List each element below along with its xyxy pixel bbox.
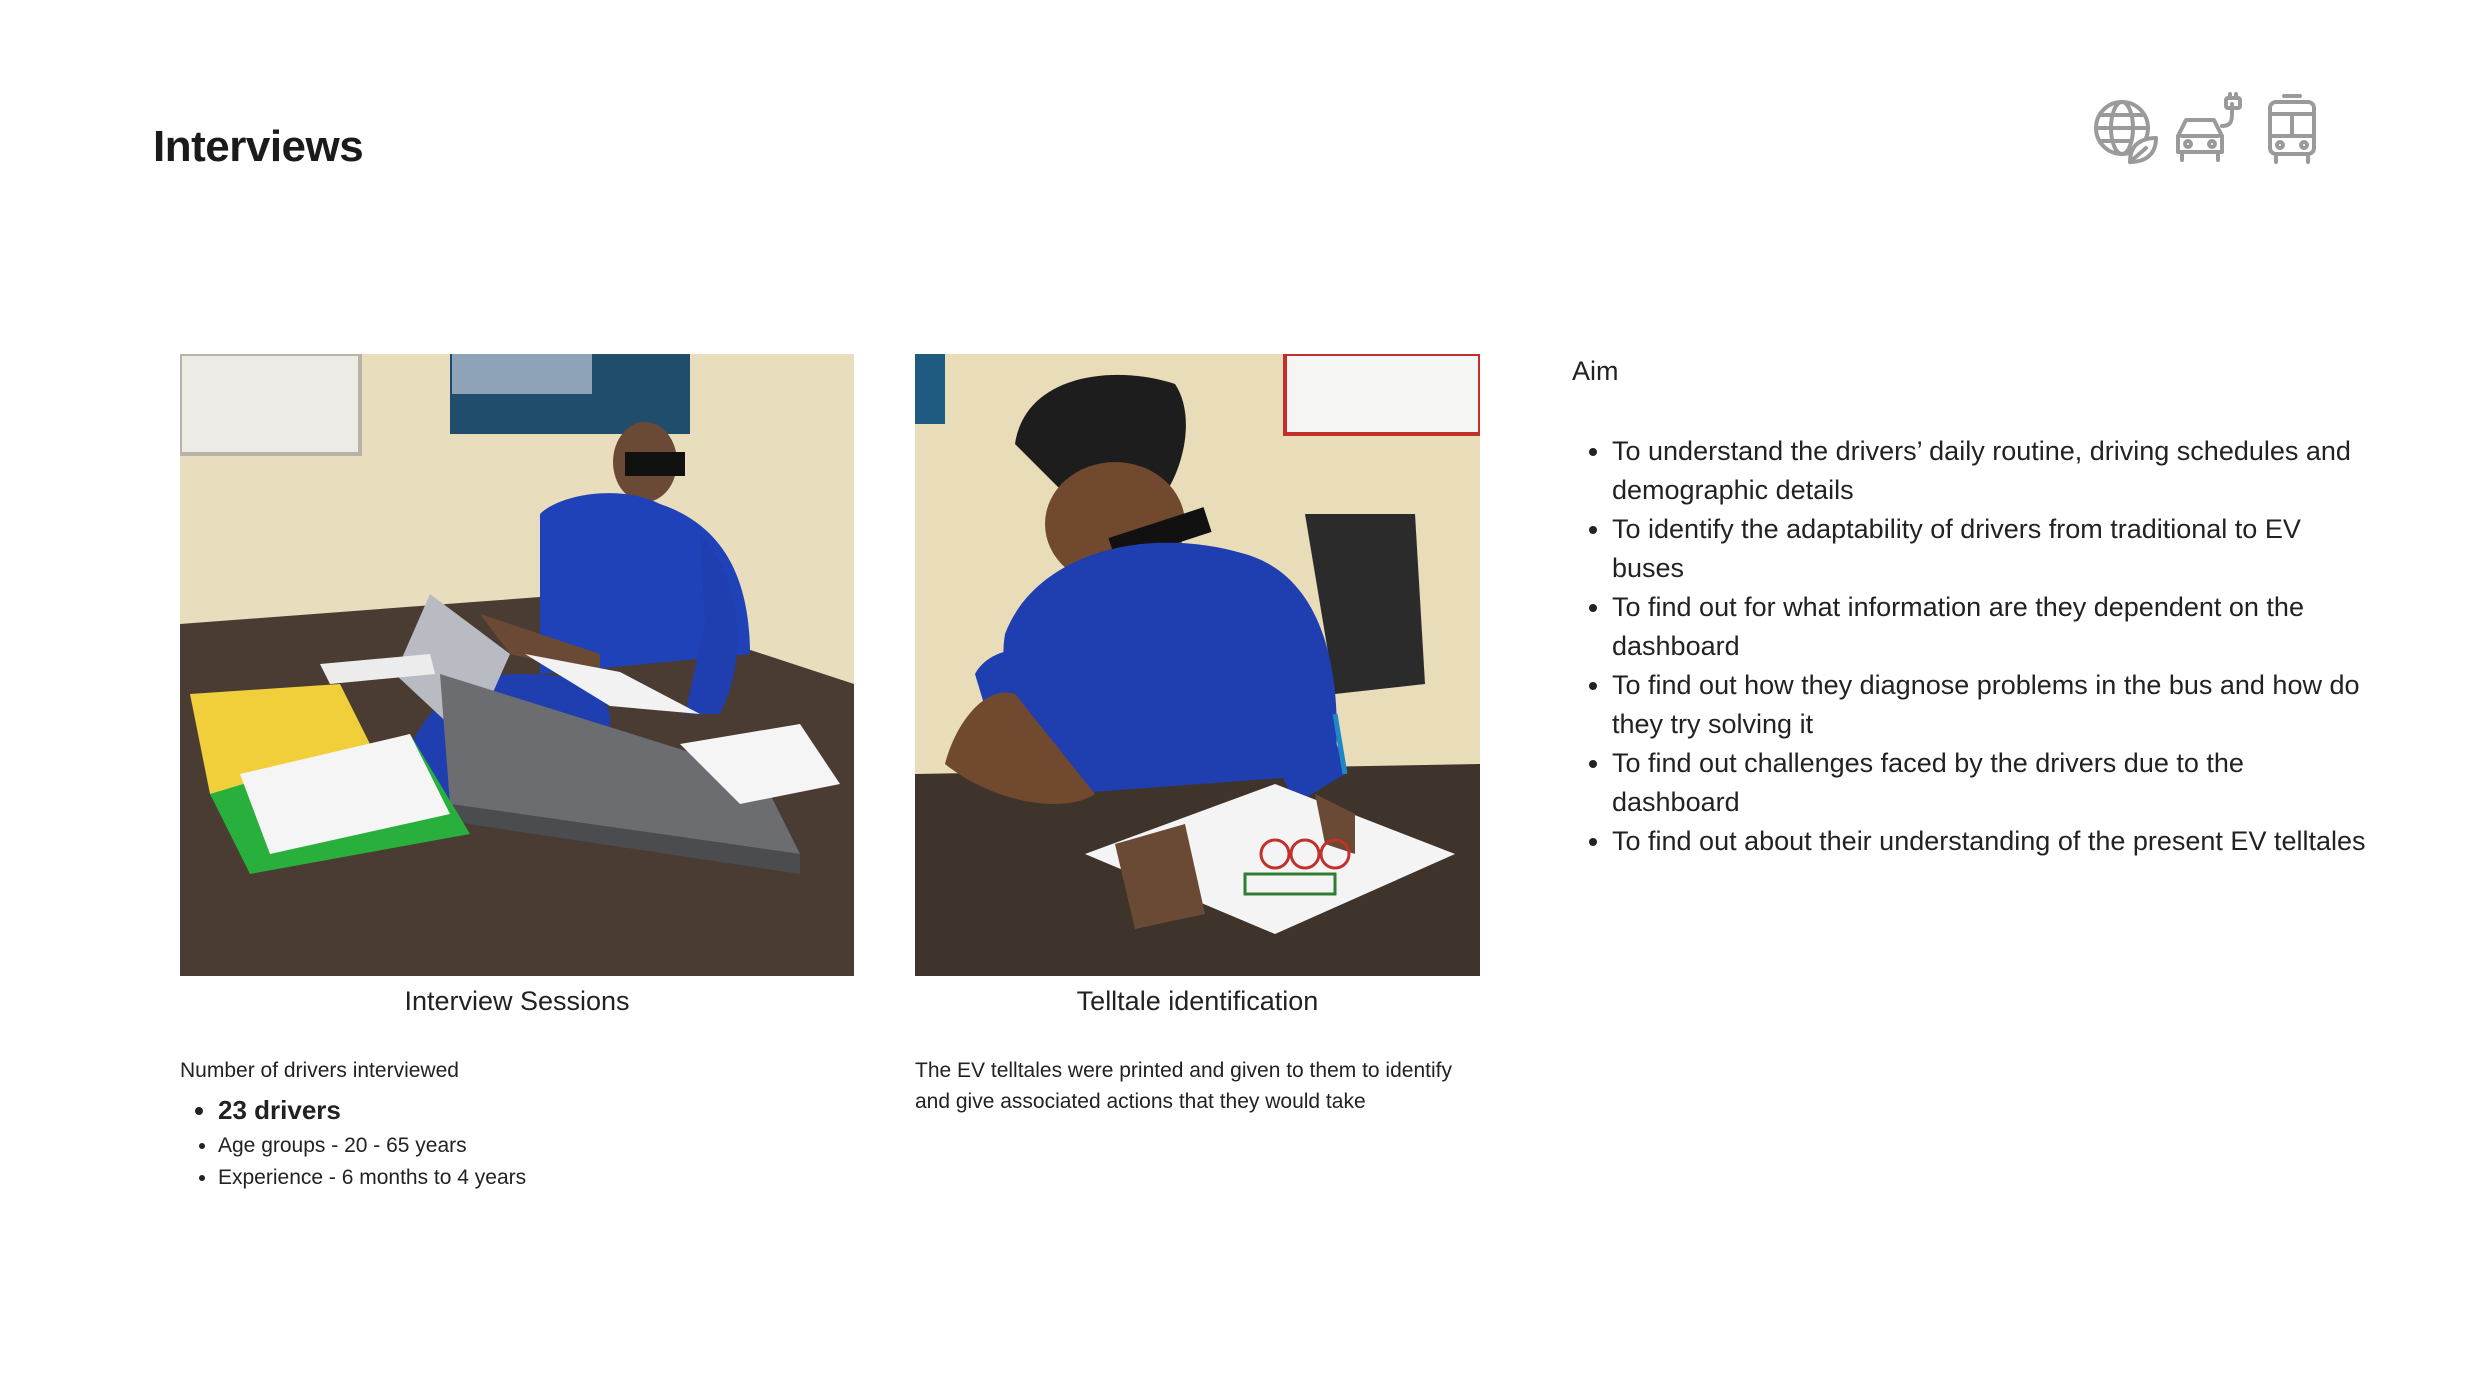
- drivers-summary: [180, 1055, 820, 1194]
- list-item: • To find out how they diagnose problems in the bus and how do they try solving it: [1612, 666, 2372, 744]
- photo-caption-telltale-identification: Telltale identification: [1076, 986, 1319, 1016]
- list-item: • To find out for what information are they dependent on the dashboard: [1612, 588, 2372, 666]
- aim-list: [1572, 432, 2372, 861]
- globe-leaf-icon: [2096, 102, 2156, 162]
- drivers-heading: Number of drivers interviewed: [180, 1059, 459, 1082]
- list-item: • To understand the drivers’ daily routine, driving schedules and demographic details: [1612, 432, 2372, 510]
- telltale-note: The EV telltales were printed and given to them to identify and give associated actions that they would take: [915, 1059, 1452, 1113]
- interview-session-photo: [180, 354, 854, 976]
- list-item: • To identify the adaptability of drivers from traditional to EV buses: [1612, 510, 2372, 588]
- aim-heading: Aim: [1572, 356, 1619, 386]
- ev-car-plug-icon: [2178, 94, 2240, 160]
- list-item: • To find out about their understanding of the present EV telltales: [1612, 822, 2372, 861]
- drivers-list: [180, 1090, 820, 1194]
- list-item: • Experience - 6 months to 4 years: [218, 1162, 820, 1194]
- photo-caption-interview-sessions: Interview Sessions: [404, 986, 630, 1016]
- list-item: • 23 drivers: [218, 1090, 820, 1130]
- bus-icon: [2270, 96, 2314, 162]
- list-item: • To find out challenges faced by the drivers due to the dashboard: [1612, 744, 2372, 822]
- header-icons: [2090, 92, 2330, 172]
- slide-title: Interviews: [153, 122, 364, 171]
- list-item: • Age groups - 20 - 65 years: [218, 1130, 820, 1162]
- telltale-identification-photo: [915, 354, 1480, 976]
